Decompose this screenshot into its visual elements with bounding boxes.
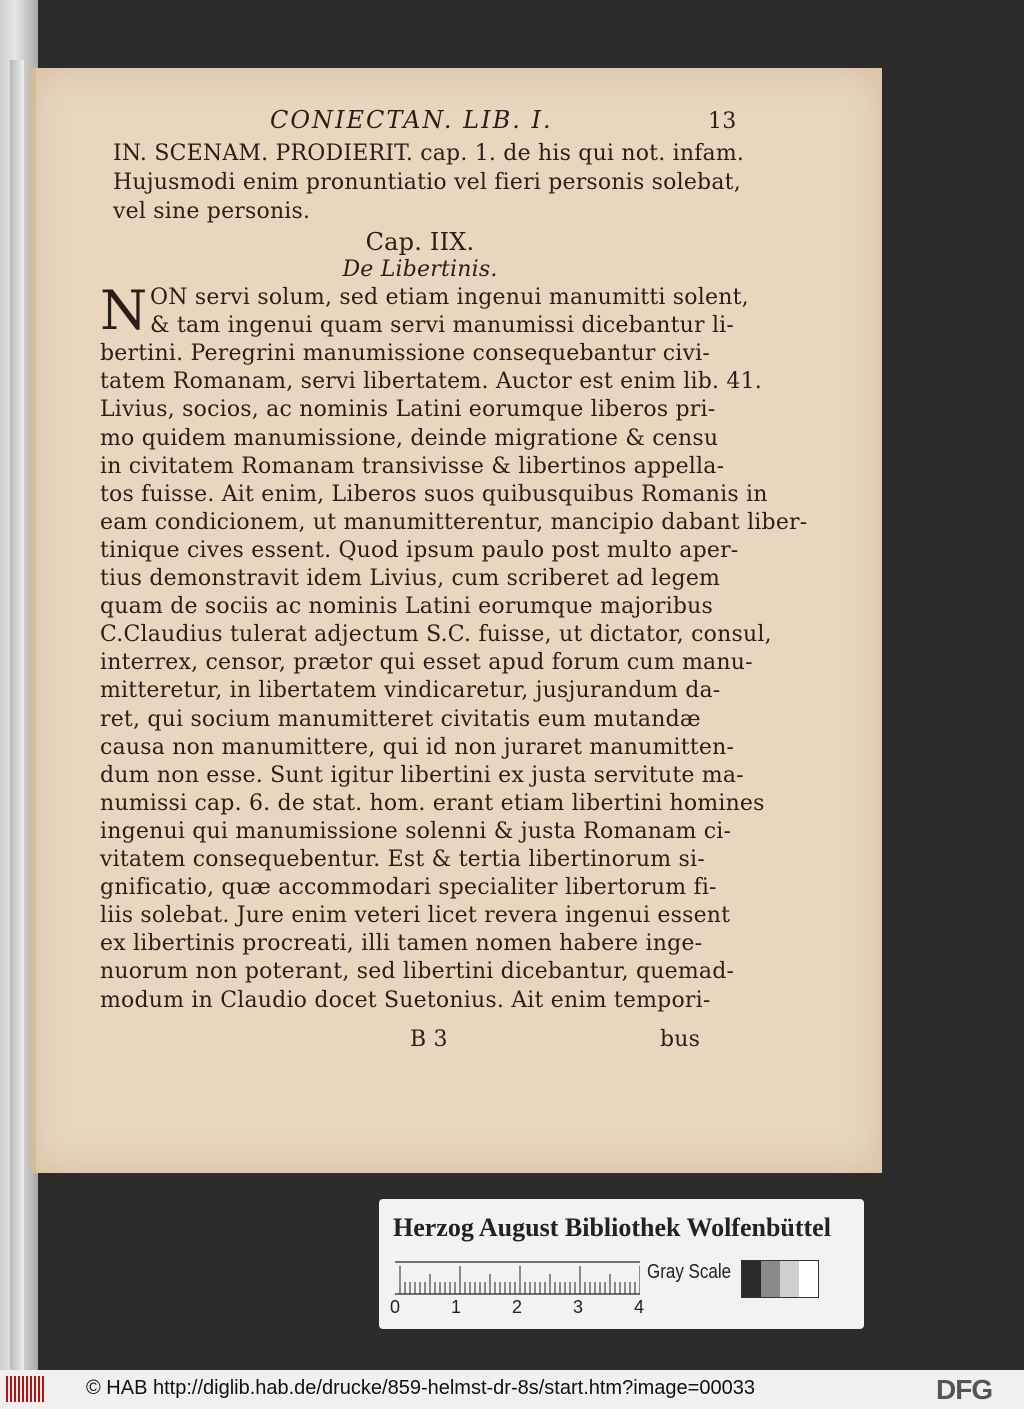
copyright-url[interactable]: © HAB http://diglib.hab.de/drucke/859-helmst-dr-8s/start.htm?image=00033 bbox=[86, 1377, 755, 1399]
ruler-label: 2 bbox=[512, 1297, 523, 1317]
text-line: in civitatem Romanam transivisse & libertinos appella- bbox=[100, 453, 725, 479]
barcode-icon bbox=[6, 1376, 46, 1402]
ruler-label: 1 bbox=[451, 1297, 462, 1317]
text-line: dum non esse. Sunt igitur libertini ex justa servitute ma- bbox=[100, 762, 744, 788]
gray-swatch-patch bbox=[742, 1261, 761, 1297]
text-line: tius demonstravit idem Livius, cum scriberet ad legem bbox=[100, 566, 721, 591]
page-number: 13 bbox=[708, 109, 737, 134]
ruler bbox=[395, 1261, 640, 1295]
text-line: mitteretur, in libertatem vindicaretur, jusjurandum da- bbox=[100, 678, 721, 704]
text-line: ex libertinis procreati, illi tamen nomen habere inge- bbox=[100, 931, 703, 957]
text-line: tinique cives essent. Quod ipsum paulo post multo aper- bbox=[100, 537, 739, 563]
text-line: ingenui qui manumissione solenni & justa Romanam ci- bbox=[100, 818, 732, 844]
text-line: C.Claudius tulerat adjectum S.C. fuisse, ut dictator, consul, bbox=[100, 622, 772, 648]
text-line: vitatem consequebentur. Est & tertia libertinorum si- bbox=[100, 847, 705, 872]
text-line: liis solebat. Jure enim veteri licet revera ingenui essent bbox=[100, 903, 731, 929]
ruler-label: 4 bbox=[634, 1297, 645, 1317]
chapter-heading: Cap. IIX. bbox=[365, 228, 475, 256]
text-line: Hujusmodi enim pronuntiatio vel fieri personis solebat, bbox=[113, 170, 741, 195]
ruler-label: 3 bbox=[573, 1297, 584, 1317]
page-edge bbox=[30, 68, 36, 1173]
library-name: Herzog August Bibliothek Wolfenbüttel bbox=[393, 1213, 831, 1242]
drop-cap: N bbox=[100, 279, 148, 342]
color-calibration-card bbox=[379, 1199, 864, 1329]
text-line: bertini. Peregrini manumissione consequebantur civi- bbox=[100, 341, 711, 367]
text-line: ON servi solum, sed etiam ingenui manumitti solent, bbox=[150, 285, 749, 310]
text-line: Livius, socios, ac nominis Latini eorumque liberos pri- bbox=[100, 397, 716, 423]
text-line: nuorum non poterant, sed libertini dicebantur, quemad- bbox=[100, 959, 735, 985]
ruler-label: 0 bbox=[390, 1297, 401, 1317]
running-head: CONIECTAN. LIB. I. bbox=[270, 106, 553, 134]
text-line: IN. SCENAM. PRODIERIT. cap. 1. de his qui not. infam. bbox=[113, 141, 745, 166]
text-line: modum in Claudio docet Suetonius. Ait enim tempori- bbox=[100, 987, 711, 1013]
text-line: eam condicionem, ut manumitterentur, mancipio dabant liber- bbox=[100, 509, 808, 535]
text-line: mo quidem manumissione, deinde migratione & censu bbox=[100, 425, 719, 451]
gray-swatch-patch bbox=[780, 1261, 799, 1297]
text-line: tatem Romanam, servi libertatem. Auctor est enim lib. 41. bbox=[100, 369, 762, 395]
gray-swatch-patch bbox=[799, 1261, 818, 1297]
text-line: interrex, censor, prætor qui esset apud forum cum manu- bbox=[100, 650, 753, 676]
text-line: quam de sociis ac nominis Latini eorumque majoribus bbox=[100, 594, 713, 620]
gray-scale-swatch bbox=[741, 1260, 819, 1298]
text-line: tos fuisse. Ait enim, Liberos suos quibusquibus Romanis in bbox=[100, 481, 768, 507]
text-line: ret, qui socium manumitteret civitatis eum mutandæ bbox=[100, 706, 701, 732]
chapter-title: De Libertinis. bbox=[342, 257, 498, 282]
text-line: gnificatio, quæ accommodari specialiter libertorum fi- bbox=[100, 875, 717, 901]
signature-mark: B 3 bbox=[410, 1027, 448, 1052]
gray-swatch-patch bbox=[761, 1261, 780, 1297]
ruler-labels bbox=[390, 1297, 650, 1321]
dfg-logo: DFG bbox=[936, 1374, 993, 1405]
text-line: vel sine personis. bbox=[113, 199, 311, 224]
gray-scale-label: Gray Scale bbox=[647, 1261, 732, 1283]
text-line: causa non manumittere, qui id non juraret manumitten- bbox=[100, 734, 735, 760]
adjacent-page-fold bbox=[10, 60, 24, 1370]
text-line: & tam ingenui quam servi manumissi dicebantur li- bbox=[150, 313, 735, 339]
viewer-footer bbox=[0, 1370, 1024, 1409]
text-line: numissi cap. 6. de stat. hom. erant etiam libertini homines bbox=[100, 790, 765, 816]
catchword: bus bbox=[660, 1027, 701, 1052]
